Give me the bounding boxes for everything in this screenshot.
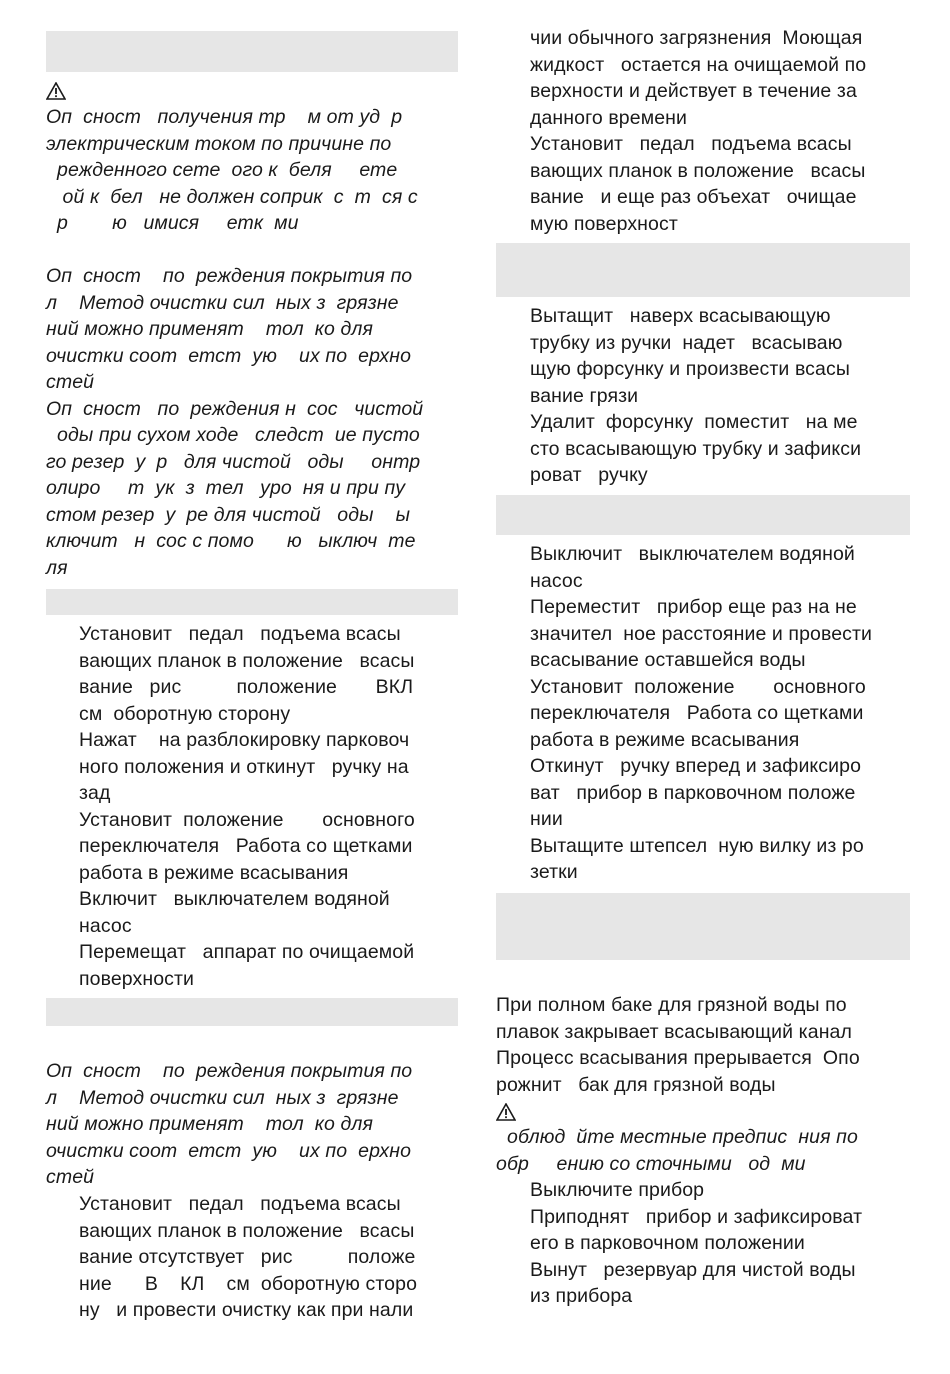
step-line: всасывание оставшейся воды (530, 649, 806, 671)
step-line: Установит педал подъема всасы (79, 623, 401, 645)
step-line: щую форсунку и произвести всасы (530, 358, 850, 380)
text-line: рожнит бак для грязной воды (496, 1073, 776, 1096)
step-line: вающих планок в положение всасы (530, 159, 866, 182)
step-line: ние В КЛ см оборотную сторо (79, 1272, 418, 1295)
step-line: см оборотную сторону (79, 702, 291, 725)
step-line: вающих планок в положение всасы (79, 649, 415, 672)
text-line: облюд йте местные предпис ния по (496, 1126, 858, 1148)
step-line: Установит педал подъема всасы (530, 133, 852, 155)
step-line: Установит положение основного (79, 808, 415, 831)
step-line: насос (79, 914, 132, 937)
text-line: олиро т ук з тел уро ня и при пу (46, 477, 406, 499)
text-line: очистки соот етст ую их по ерхно (46, 1139, 412, 1162)
text-line: Оп сност получения тр м от уд р (46, 106, 403, 128)
text-line: При полном баке для грязной воды по (496, 994, 847, 1016)
text-line: ний можно применят тол ко для (46, 318, 373, 340)
text-line: Оп сност по реждения покрытия по (46, 1060, 413, 1082)
warning-icon (46, 82, 66, 100)
step-line: верхности и действует в течение за (530, 80, 857, 102)
step-line: переключателя Работа со щетками (530, 702, 864, 724)
text-line: стей (46, 1166, 95, 1188)
step-line: роват ручку (530, 464, 648, 486)
step-line: Установит педал подъема всасы (79, 1193, 401, 1215)
text-line: р ю имися етк ми (46, 212, 299, 234)
text-line: ключит н сос с помо ю ыключ те (46, 530, 416, 552)
step-line: работа в режиме всасывания (79, 861, 349, 884)
warning-icon (496, 1103, 516, 1121)
text-line: оды при сухом ходе следст ие пусто (46, 424, 420, 446)
step-line: зад (79, 782, 111, 804)
text-line: л Метод очистки сил ных з грязне (46, 1086, 399, 1109)
step-line: Включит выключателем водяной (79, 888, 390, 910)
text-line: Оп сност по реждения покрытия по (46, 265, 413, 287)
step-line: Приподнят прибор и зафиксироват (530, 1205, 863, 1228)
text-line: стом резер у ре для чистой оды ы (46, 503, 411, 526)
step-line: данного времени (530, 106, 688, 129)
text-line: Процесс всасывания прерывается Опо (496, 1047, 860, 1069)
step-line: ват прибор в парковочном положе (530, 781, 856, 804)
step-line: Установит положение основного (530, 675, 866, 698)
step-line: Выключите прибор (530, 1179, 705, 1201)
text-line: Оп сност по реждения н сос чистой (46, 397, 424, 420)
section-header-bar (46, 998, 458, 1026)
text-line: ой к бел не должен соприк с т ся с (46, 185, 418, 208)
text-line: ля (46, 556, 68, 579)
section-header-bar (46, 589, 458, 615)
step-line: Удалит форсунку поместит на ме (530, 411, 858, 433)
step-line: жидкост остается на очищаемой по (530, 53, 867, 76)
text-line: ний можно применят тол ко для (46, 1113, 373, 1135)
text-line: обр ению со сточными од ми (496, 1152, 806, 1175)
step-line: насос (530, 569, 583, 592)
text-line: плавок закрывает всасывающий канал (496, 1020, 852, 1043)
step-line: Вынут резервуар для чистой воды (530, 1258, 856, 1281)
step-line: зетки (530, 861, 578, 883)
step-line: Выключит выключателем водяной (530, 543, 855, 565)
text-line: очистки соот етст ую их по ерхно (46, 344, 412, 367)
step-line: сто всасывающую трубку и зафикси (530, 437, 862, 460)
step-line: вание отсутствует рис положе (79, 1246, 416, 1268)
text-line: режденного сете ого к беля ете (46, 159, 398, 181)
step-line: из прибора (530, 1285, 633, 1307)
step-line: ного положения и откинут ручку на (79, 755, 409, 778)
step-line: значител ное расстояние и провести (530, 622, 873, 645)
step-line: Нажат на разблокировку парковоч (79, 729, 410, 751)
step-line: нии (530, 808, 563, 830)
section-header-bar (496, 495, 910, 535)
text-line: л Метод очистки сил ных з грязне (46, 291, 399, 314)
step-line: работа в режиме всасывания (530, 728, 800, 751)
step-line: ну и провести очистку как при нали (79, 1299, 414, 1321)
step-line: мую поверхност (530, 212, 678, 235)
step-line: вание рис положение ВКЛ (79, 676, 414, 698)
text-line: стей (46, 371, 95, 393)
step-line: поверхности (79, 967, 195, 990)
text-line: электрическим током по причине по (46, 132, 392, 155)
text-line: го резер у р для чистой оды онтр (46, 450, 421, 473)
section-header-bar (496, 243, 910, 297)
step-line: Переместит прибор еще раз на не (530, 596, 857, 618)
step-line: трубку из ручки надет всасываю (530, 331, 843, 354)
step-line: переключателя Работа со щетками (79, 835, 413, 857)
step-line: его в парковочном положении (530, 1232, 805, 1254)
section-header-bar (496, 893, 910, 960)
step-line: вание грязи (530, 384, 639, 407)
step-line: Вытащит наверх всасывающую (530, 305, 831, 327)
section-header-bar (46, 31, 458, 72)
step-line: вающих планок в положение всасы (79, 1219, 415, 1242)
step-line: вание и еще раз объехат очищае (530, 186, 857, 208)
step-line: Откинут ручку вперед и зафиксиро (530, 755, 862, 777)
step-line: чии обычного загрязнения Моющая (530, 27, 863, 49)
step-line: Вытащите штепсел ную вилку из ро (530, 834, 864, 857)
step-line: Перемещат аппарат по очищаемой (79, 941, 415, 963)
